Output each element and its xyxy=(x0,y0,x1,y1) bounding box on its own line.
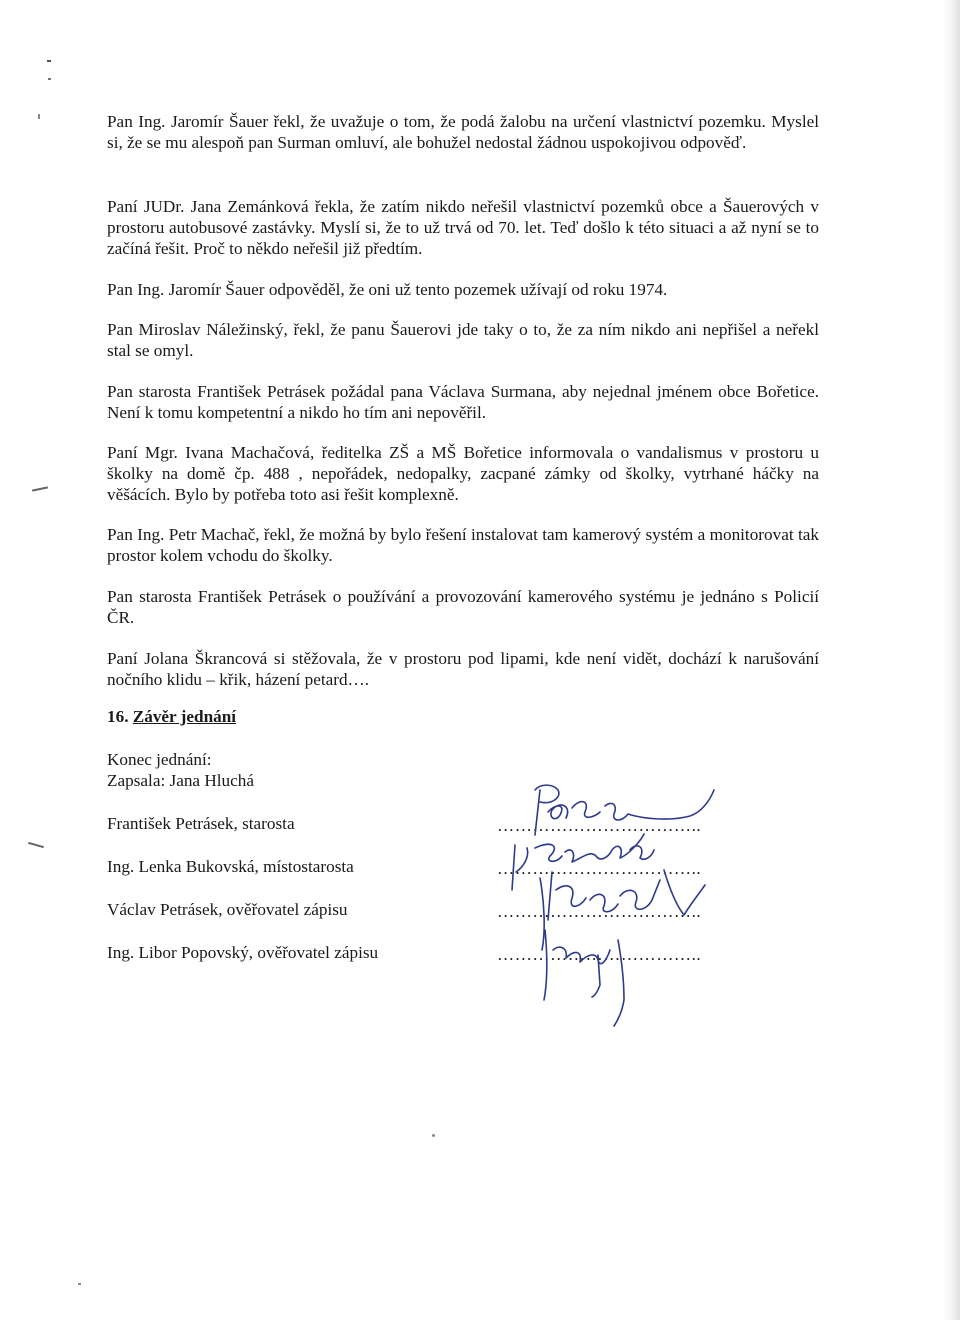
scan-edge-shadow xyxy=(942,0,960,1320)
paragraph-sauer-lawsuit: Pan Ing. Jaromír Šauer řekl, že uvažuje o tom, že podá žalobu na určení vlastnictví pozemku. Myslel si, že se mu alespoň pan Surman omluví, ale bohužel nedostal žádnou uspokojivou odpověď. xyxy=(107,112,819,152)
paragraph-zemankova: Paní JUDr. Jana Zemánková řekla, že zatím nikdo neřešil vlastnictví pozemků obce a Šauerových v prostoru autobusové zastávky. Myslí si, že to už trvá od 70. let. Teď došlo k této situaci a až nyní se to začíná řešit. Proč to někdo neřešil již předtím. xyxy=(107,197,819,258)
signatory-name-1: František Petrásek, starosta xyxy=(107,814,295,833)
section-number: 16. xyxy=(107,707,129,726)
scan-mark xyxy=(28,842,44,848)
signature-line-1: …………………………….. xyxy=(497,816,702,835)
signatory-name-2: Ing. Lenka Bukovská, místostarosta xyxy=(107,857,354,876)
recorded-by: Zapsala: Jana Hluchá xyxy=(107,771,254,790)
scan-mark xyxy=(32,486,48,491)
paragraph-machac: Pan Ing. Petr Machač, řekl, že možná by bylo řešení instalovat tam kamerový systém a monitorovat tak prostor kolem vchodu do školky. xyxy=(107,525,819,565)
scan-mark xyxy=(38,114,40,119)
end-of-meeting-label: Konec jednání: xyxy=(107,750,212,769)
paragraph-skrancova: Paní Jolana Škrancová si stěžovala, že v prostoru pod lipami, kde není vidět, dochází k narušování nočního klidu – křik, házení petard…. xyxy=(107,649,819,689)
scan-mark xyxy=(432,1134,435,1137)
signatory-name-4: Ing. Libor Popovský, ověřovatel zápisu xyxy=(107,943,379,962)
signature-line-4: …………………………….. xyxy=(497,945,702,964)
scan-mark xyxy=(48,78,51,80)
paragraph-machacova: Paní Mgr. Ivana Machačová, ředitelka ZŠ a MŠ Bořetice informovala o vandalismus v prostoru u školky na domě čp. 488 , nepořádek, nedopalky, zacpané zámky od školky, vytrhané háčky na věšácích. Bylo by potřeba toto asi řešit komplexně. xyxy=(107,443,819,504)
signatory-name-3: Václav Petrásek, ověřovatel zápisu xyxy=(107,900,348,919)
scan-mark xyxy=(78,1283,81,1285)
signature-line-3: …………………………….. xyxy=(497,902,702,921)
paragraph-mayor-request: Pan starosta František Petrásek požádal pana Václava Surmana, aby nejednal jménem obce Bořetice. Není k tomu kompetentní a nikdo ho tím ani nepověřil. xyxy=(107,382,819,422)
signature-line-2: …………………………….. xyxy=(497,859,702,878)
paragraph-sauer-reply: Pan Ing. Jaromír Šauer odpověděl, že oni už tento pozemek užívají od roku 1974. xyxy=(107,280,668,299)
paragraph-camera-police: Pan starosta František Petrásek o používání a provozování kamerového systému je jednáno s Policií ČR. xyxy=(107,587,819,627)
section-title: Závěr jednání xyxy=(132,707,237,726)
scan-mark xyxy=(47,60,51,62)
paragraph-nalezinsky: Pan Miroslav Náležinský, řekl, že panu Šauerovi jde taky o to, že za ním nikdo ani nepřišel a neřekl stal se omyl. xyxy=(107,320,819,360)
section-heading xyxy=(107,707,236,727)
